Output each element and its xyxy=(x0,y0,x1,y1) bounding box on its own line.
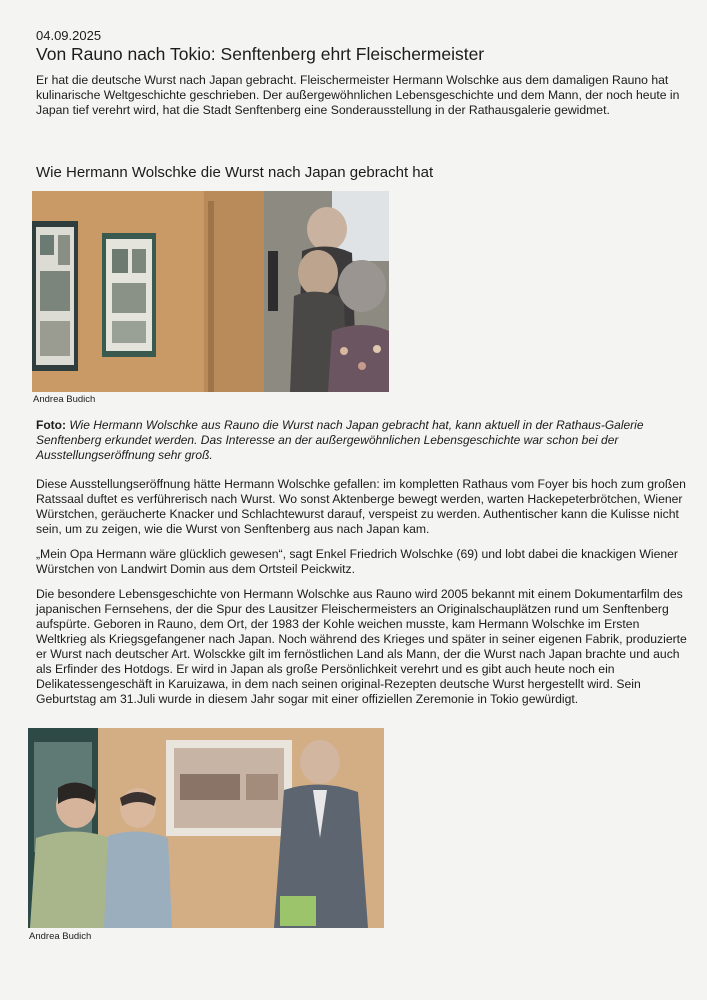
photo-caption xyxy=(36,418,686,463)
caption-text: Wie Hermann Wolschke aus Rauno die Wurst nach Japan gebracht hat, kann aktuell in der Rathaus-Galerie Senftenberg erkundet werden. Das Interesse an der außergewöhnlichen Lebensgeschichte war schon bei der Ausstellungseröffnung sehr groß. xyxy=(36,418,644,462)
guests-group-photo xyxy=(28,728,384,928)
article-paragraph-1: Diese Ausstellungseröffnung hätte Hermann Wolschke gefallen: im kompletten Rathaus vom Foyer bis hoch zum großen Ratssaal duftet es verführerisch nach Wurst. Wo sonst Aktenberge bewegt werden, warten Hackepeterbrötchen, Wiener Würstchen, geräucherte Knacker und Schlachtewurst darauf, verspeist zu werden. Authentischer kann die Kulisse nicht sein, um zu zeigen, wie die Wurst von Senftenberg aus nach Japan kam. xyxy=(36,477,686,536)
exhibition-visitors-photo xyxy=(32,191,389,392)
article-subheading: Wie Hermann Wolschke die Wurst nach Japan gebracht hat xyxy=(36,164,434,181)
article-paragraph-2: „Mein Opa Hermann wäre glücklich gewesen“, sagt Enkel Friedrich Wolschke (69) und lobt dabei die knackigen Wiener Würstchen von Landwirt Domin aus dem Ortsteil Peickwitz. xyxy=(36,547,678,576)
photo2-credit: Andrea Budich xyxy=(29,931,92,942)
article-paragraph-3: Die besondere Lebensgeschichte von Hermann Wolschke aus Rauno wird 2005 bekannt mit einem Dokumentarfilm des japanischen Fernsehens, der die Spur des Lausitzer Fleischermeisters an Originalschauplätzen rund um Senftenberg aufspürte. Geboren in Rauno, dem Ort, der 1983 der Kohle weichen musste, kam Hermann Wolschke im Ersten Weltkrieg als Kriegsgefangener nach Japan. Noch während des Krieges und später in seiner eigenen Fabrik, produzierte er Wurst nach deutscher Art. Wolsckke gilt im fernöstlichen Land als Mann, der die Wurst nach Japan brachte und auch als Erfinder des Hotdogs. Er wird in Japan als große Persönlichkeit verehrt und es gibt auch heute noch ein Delikatessengeschäft in Karuizawa, in dem nach seinen original-Rezepten deutsche Wurst hergestellt wird. Sein Geburtstag am 31.Juli wurde in diesem Jahr sogar mit einer offiziellen Zeremonie in Tokio gewürdigt. xyxy=(36,587,687,706)
article-date: 04.09.2025 xyxy=(36,28,102,43)
photo1-credit: Andrea Budich xyxy=(33,394,96,405)
caption-label: Foto: xyxy=(36,418,66,432)
article-headline: Von Rauno nach Tokio: Senftenberg ehrt Fleischermeister xyxy=(36,44,485,64)
article-lead: Er hat die deutsche Wurst nach Japan gebracht. Fleischermeister Hermann Wolschke aus dem damaligen Rauno hat kulinarische Weltgeschichte geschrieben. Der außergewöhnlichen Lebensgeschichte und dem Mann, der noch heute in Japan tief verehrt wird, hat die Stadt Senftenberg eine Sonderausstellung in der Rathausgalerie gewidmet. xyxy=(36,73,680,117)
